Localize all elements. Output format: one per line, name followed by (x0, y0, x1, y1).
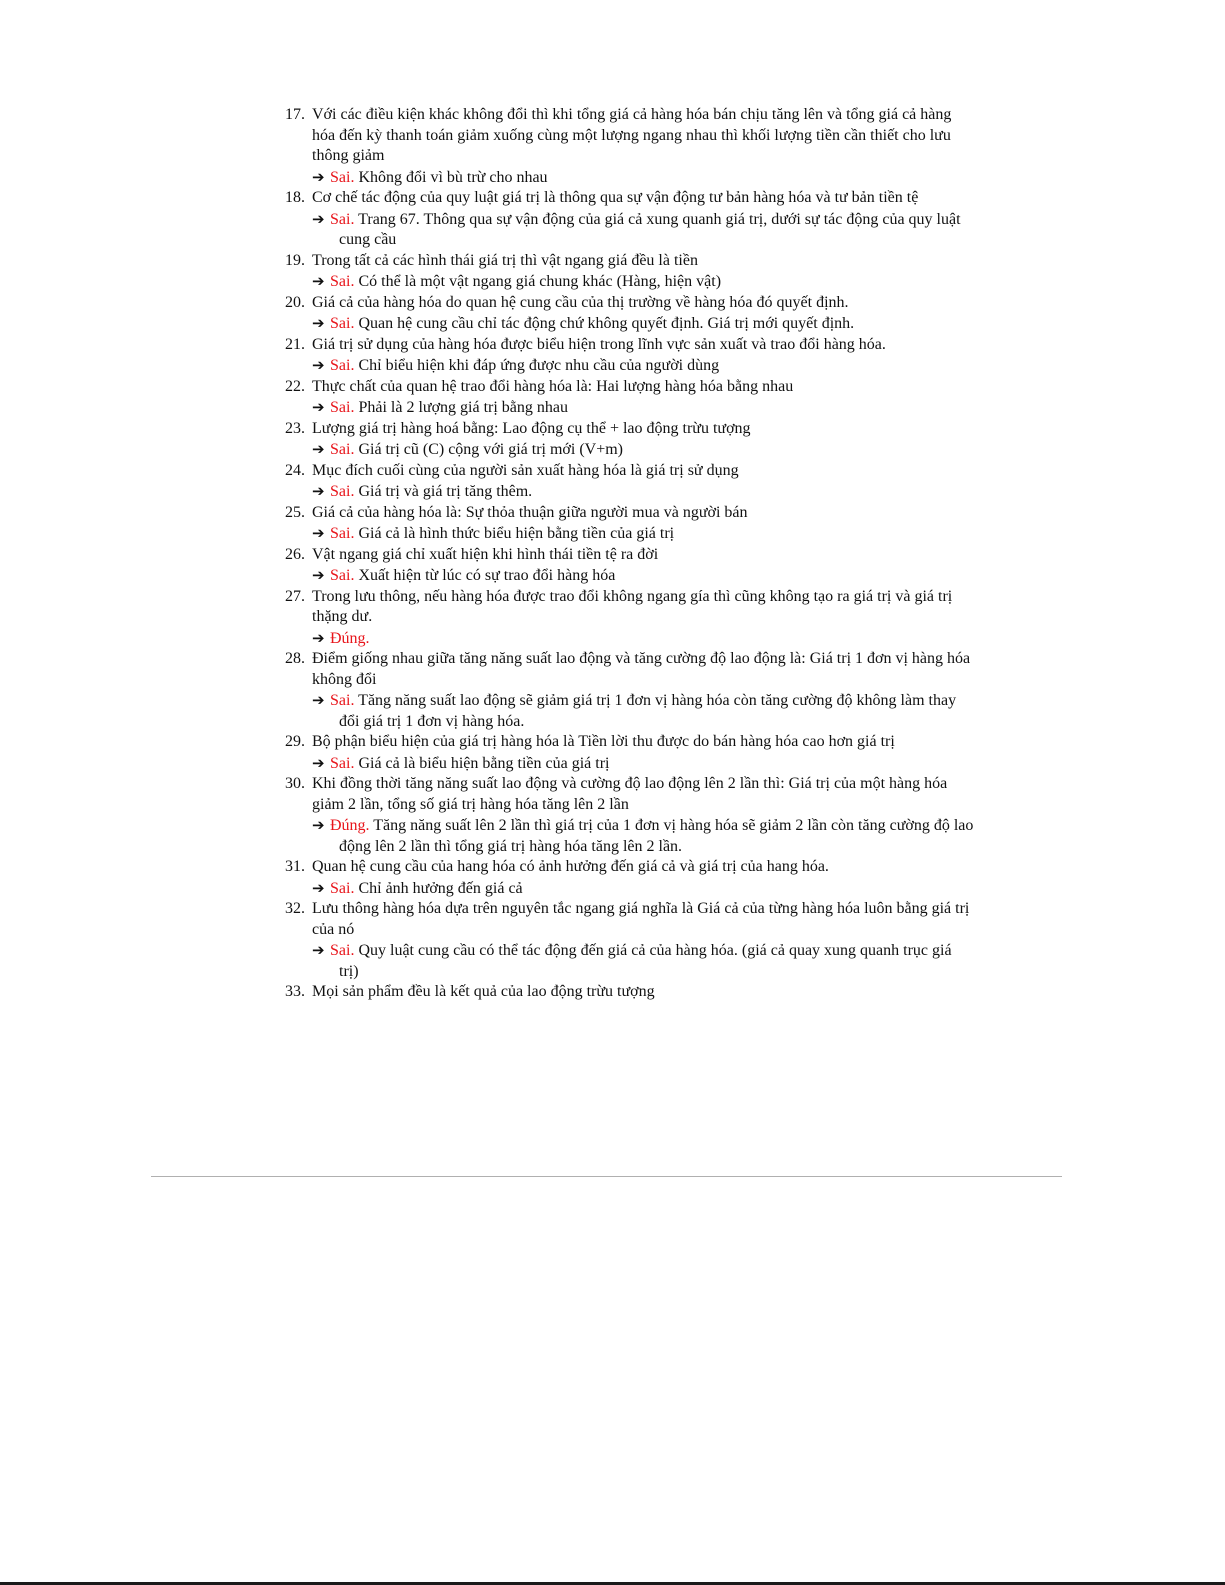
question-number: 27. (285, 587, 305, 605)
question-number: 25. (285, 503, 305, 521)
question-item (285, 461, 975, 503)
question-number: 31. (285, 858, 305, 875)
question-item (285, 105, 975, 188)
question-number: 28. (285, 650, 305, 667)
answer-explanation: Có thể là một vật ngang giá chung khác (Hàng, hiện vật) (354, 273, 722, 290)
answer-explanation: Trang 67. Thông qua sự vận động của giá cả xung quanh giá trị, dưới sự tác động của quy luật cung cầu (339, 210, 961, 248)
answer-line (312, 523, 975, 545)
answer-line (312, 565, 975, 587)
question-text: Khi đồng thời tăng năng suất lao động và cường độ lao động lên 2 lần thì: Giá trị của một hàng hóa giảm 2 lần, tổng số giá trị hàng hóa tăng lên 2 lần (312, 775, 948, 813)
arrow-right-icon: ➔ (312, 628, 325, 647)
question-text: Vật ngang giá chỉ xuất hiện khi hình thái tiền tệ ra đời (312, 545, 659, 563)
answer-line (312, 753, 975, 775)
answer-verdict: Sai. (330, 357, 355, 374)
answer-verdict: Sai. (330, 483, 355, 500)
arrow-right-icon: ➔ (312, 941, 325, 959)
question-text: Lượng giá trị hàng hoá bằng: Lao động cụ thể + lao động trừu tượng (312, 419, 751, 437)
question-item (285, 377, 975, 419)
answer-verdict: Sai. (330, 168, 355, 186)
question-item (285, 503, 975, 545)
answer-line (312, 271, 975, 293)
arrow-right-icon: ➔ (312, 816, 325, 834)
question-text: Trong tất cả các hình thái giá trị thì vật ngang giá đều là tiền (312, 251, 698, 269)
question-text: Mọi sản phẩm đều là kết quả của lao động trừu tượng (312, 983, 655, 1000)
arrow-right-icon: ➔ (312, 167, 325, 186)
answer-line (312, 439, 975, 461)
arrow-right-icon: ➔ (312, 272, 325, 290)
answer-line (312, 481, 975, 503)
question-number: 21. (285, 335, 305, 353)
answer-explanation: Chỉ biểu hiện khi đáp ứng được nhu cầu của người dùng (354, 357, 720, 374)
question-number: 22. (285, 377, 305, 395)
question-item (285, 899, 975, 982)
question-item (285, 857, 975, 899)
arrow-right-icon: ➔ (312, 566, 325, 584)
question-number: 33. (285, 983, 305, 1000)
answer-line (312, 690, 975, 732)
question-item (285, 335, 975, 377)
answer-verdict: Sai. (330, 441, 355, 458)
question-number: 20. (285, 293, 305, 311)
answer-explanation: Xuất hiện từ lúc có sự trao đổi hàng hóa (354, 567, 616, 584)
answer-explanation: Giá trị cũ (C) cộng với giá trị mới (V+m) (354, 441, 624, 458)
answer-verdict: Sai. (330, 692, 355, 709)
answer-line (312, 167, 975, 189)
answer-verdict: Đúng. (330, 817, 370, 834)
arrow-right-icon: ➔ (312, 314, 325, 332)
question-item (285, 587, 975, 650)
answer-explanation: Quy luật cung cầu có thể tác động đến giá cả của hàng hóa. (giá cả quay xung quanh trục giá trị) (339, 942, 952, 980)
answer-explanation: Tăng năng suất lên 2 lần thì giá trị của 1 đơn vị hàng hóa sẽ giảm 2 lần còn tăng cường độ lao động lên 2 lần thì tổng giá trị hàng hóa tăng lên 2 lần. (339, 817, 974, 855)
question-item (285, 774, 975, 857)
question-number: 19. (285, 251, 305, 269)
page-divider (151, 1176, 1062, 1177)
question-number: 30. (285, 775, 305, 792)
question-text: Với các điều kiện khác không đổi thì khi tổng giá cả hàng hóa bán chịu tăng lên và tổng giá cả hàng hóa đến kỳ thanh toán giảm xuống cùng một lượng ngang nhau thì khối lượng tiền cần thiết cho lưu thông giảm (312, 106, 952, 164)
arrow-right-icon: ➔ (312, 753, 325, 772)
question-item (285, 188, 975, 251)
question-number: 18. (285, 189, 305, 206)
question-item (285, 251, 975, 293)
answer-explanation: Phải là 2 lượng giá trị bằng nhau (354, 399, 568, 416)
answer-verdict: Sai. (330, 942, 355, 959)
question-item (285, 545, 975, 587)
question-text: Điểm giống nhau giữa tăng năng suất lao động và tăng cường độ lao động là: Giá trị 1 đơn vị hàng hóa không đổi (312, 650, 971, 688)
arrow-right-icon: ➔ (312, 524, 325, 542)
question-item (285, 982, 975, 1003)
answer-verdict: Sai. (330, 567, 355, 584)
question-text: Mục đích cuối cùng của người sản xuất hàng hóa là giá trị sử dụng (312, 461, 739, 479)
question-text: Thực chất của quan hệ trao đổi hàng hóa là: Hai lượng hàng hóa bằng nhau (312, 377, 794, 395)
answer-explanation: Giá cả là biểu hiện bằng tiền của giá trị (354, 754, 610, 772)
answer-verdict: Sai. (330, 754, 355, 772)
question-text: Giá trị sử dụng của hàng hóa được biểu hiện trong lĩnh vực sản xuất và trao đổi hàng hóa. (312, 335, 886, 353)
arrow-right-icon: ➔ (312, 482, 325, 500)
question-text: Trong lưu thông, nếu hàng hóa được trao đổi không ngang gía thì cũng không tạo ra giá trị và giá trị thặng dư. (312, 587, 953, 625)
answer-explanation: Giá cả là hình thức biểu hiện bằng tiền của giá trị (354, 525, 675, 542)
answer-line (312, 815, 975, 857)
question-text: Quan hệ cung cầu của hang hóa có ảnh hưởng đến giá cả và giá trị của hang hóa. (312, 858, 829, 875)
question-text: Cơ chế tác động của quy luật giá trị là thông qua sự vận động tư bản hàng hóa và tư bản tiền tệ (312, 189, 919, 206)
question-number: 23. (285, 419, 305, 437)
arrow-right-icon: ➔ (312, 398, 325, 416)
answer-verdict: Đúng. (330, 629, 370, 647)
question-item (285, 419, 975, 461)
answer-explanation: Không đổi vì bù trừ cho nhau (354, 168, 548, 186)
question-item (285, 732, 975, 774)
question-number: 32. (285, 900, 305, 917)
arrow-right-icon: ➔ (312, 878, 325, 897)
answer-line (312, 878, 975, 900)
question-text: Bộ phận biểu hiện của giá trị hàng hóa là Tiền lời thu được do bán hàng hóa cao hơn giá trị (312, 733, 895, 750)
question-item (285, 649, 975, 732)
question-text: Giá cả của hàng hóa là: Sự thỏa thuận giữa người mua và người bán (312, 503, 748, 521)
answer-explanation: Giá trị và giá trị tăng thêm. (354, 483, 533, 500)
answer-explanation: Quan hệ cung cầu chỉ tác động chứ không quyết định. Giá trị mới quyết định. (354, 315, 855, 332)
question-number: 24. (285, 461, 305, 479)
question-text: Lưu thông hàng hóa dựa trên nguyên tắc ngang giá nghĩa là Giá cả của từng hàng hóa luôn bằng giá trị của nó (312, 900, 970, 938)
answer-verdict: Sai. (330, 525, 355, 542)
question-item (285, 293, 975, 335)
answer-explanation: Chỉ ảnh hưởng đến giá cả (354, 879, 523, 897)
answer-verdict: Sai. (330, 210, 355, 228)
answer-verdict: Sai. (330, 879, 355, 897)
answer-line (312, 940, 975, 982)
question-text: Giá cả của hàng hóa do quan hệ cung cầu của thị trường về hàng hóa đó quyết định. (312, 293, 849, 311)
arrow-right-icon: ➔ (312, 440, 325, 458)
answer-verdict: Sai. (330, 273, 355, 290)
arrow-right-icon: ➔ (312, 209, 325, 228)
question-number: 17. (285, 106, 305, 123)
answer-line (312, 313, 975, 335)
answer-line (312, 397, 975, 419)
document-body (285, 105, 975, 1003)
answer-verdict: Sai. (330, 315, 355, 332)
question-number: 29. (285, 733, 305, 750)
answer-line (312, 355, 975, 377)
answer-line (312, 209, 975, 251)
answer-verdict: Sai. (330, 399, 355, 416)
answer-line (312, 628, 975, 650)
arrow-right-icon: ➔ (312, 356, 325, 374)
question-number: 26. (285, 545, 305, 563)
arrow-right-icon: ➔ (312, 691, 325, 709)
answer-explanation: Tăng năng suất lao động sẽ giảm giá trị 1 đơn vị hàng hóa còn tăng cường độ không làm thay đổi giá trị 1 đơn vị hàng hóa. (339, 692, 957, 730)
